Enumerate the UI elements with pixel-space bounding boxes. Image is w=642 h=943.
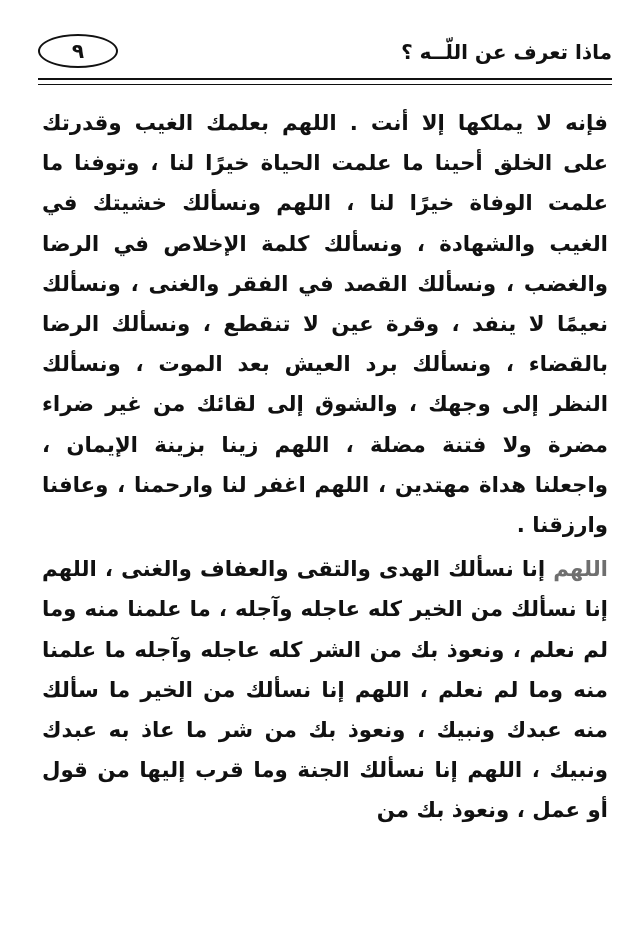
running-title: ماذا تعرف عن اللّــه ؟	[401, 40, 612, 64]
page-number-oval	[38, 34, 118, 68]
paragraph-1: فإنه لا يملكها إلا أنت . اللهم بعلمك الغيب وقدرتك على الخلق أحينا ما علمت الحياة خيرًا لنا ، وتوفنا ما علمت الوفاة خيرًا لنا ، اللهم ونسألك خشيتك في الغيب والشهادة ، ونسألك كلمة الإخلاص في الرضا والغضب ، ونسألك القصد في الفقر والغنى ، ونسألك نعيمًا لا ينفد ، وقرة عين لا تنقطع ، ونسألك الرضا بالقضاء ، ونسألك برد العيش بعد الموت ، ونسألك النظر إلى وجهك ، والشوق إلى لقائك من غير ضراء مضرة ولا فتنة مضلة ، اللهم زينا بزينة الإيمان ، واجعلنا هداة مهتدين ، اللهم اغفر لنا وارحمنا ، وعافنا وارزقنا .	[42, 111, 608, 539]
paragraph-2-lead-word: اللهم	[553, 557, 608, 583]
page-number: ٩	[71, 39, 85, 63]
header-rule-thin	[38, 84, 612, 85]
main-text	[42, 104, 608, 832]
paragraph-2	[42, 550, 608, 831]
paragraph-2-text: إنا نسألك الهدى والتقى والعفاف والغنى ، اللهم إنا نسألك من الخير كله عاجله وآجله ، ما علمنا منه وما لم نعلم ، ونعوذ بك من الشر كله عاجله وآجله ما علمنا منه وما لم نعلم ، اللهم إنا نسألك من الخير ما سألك منه عبدك ونبيك ، ونعوذ بك من شر ما عاذ به عبدك ونبيك ، اللهم إنا نسألك الجنة وما قرب إليها من قول أو عمل ، ونعوذ بك من	[42, 557, 608, 824]
header-rule-thick	[38, 78, 612, 80]
